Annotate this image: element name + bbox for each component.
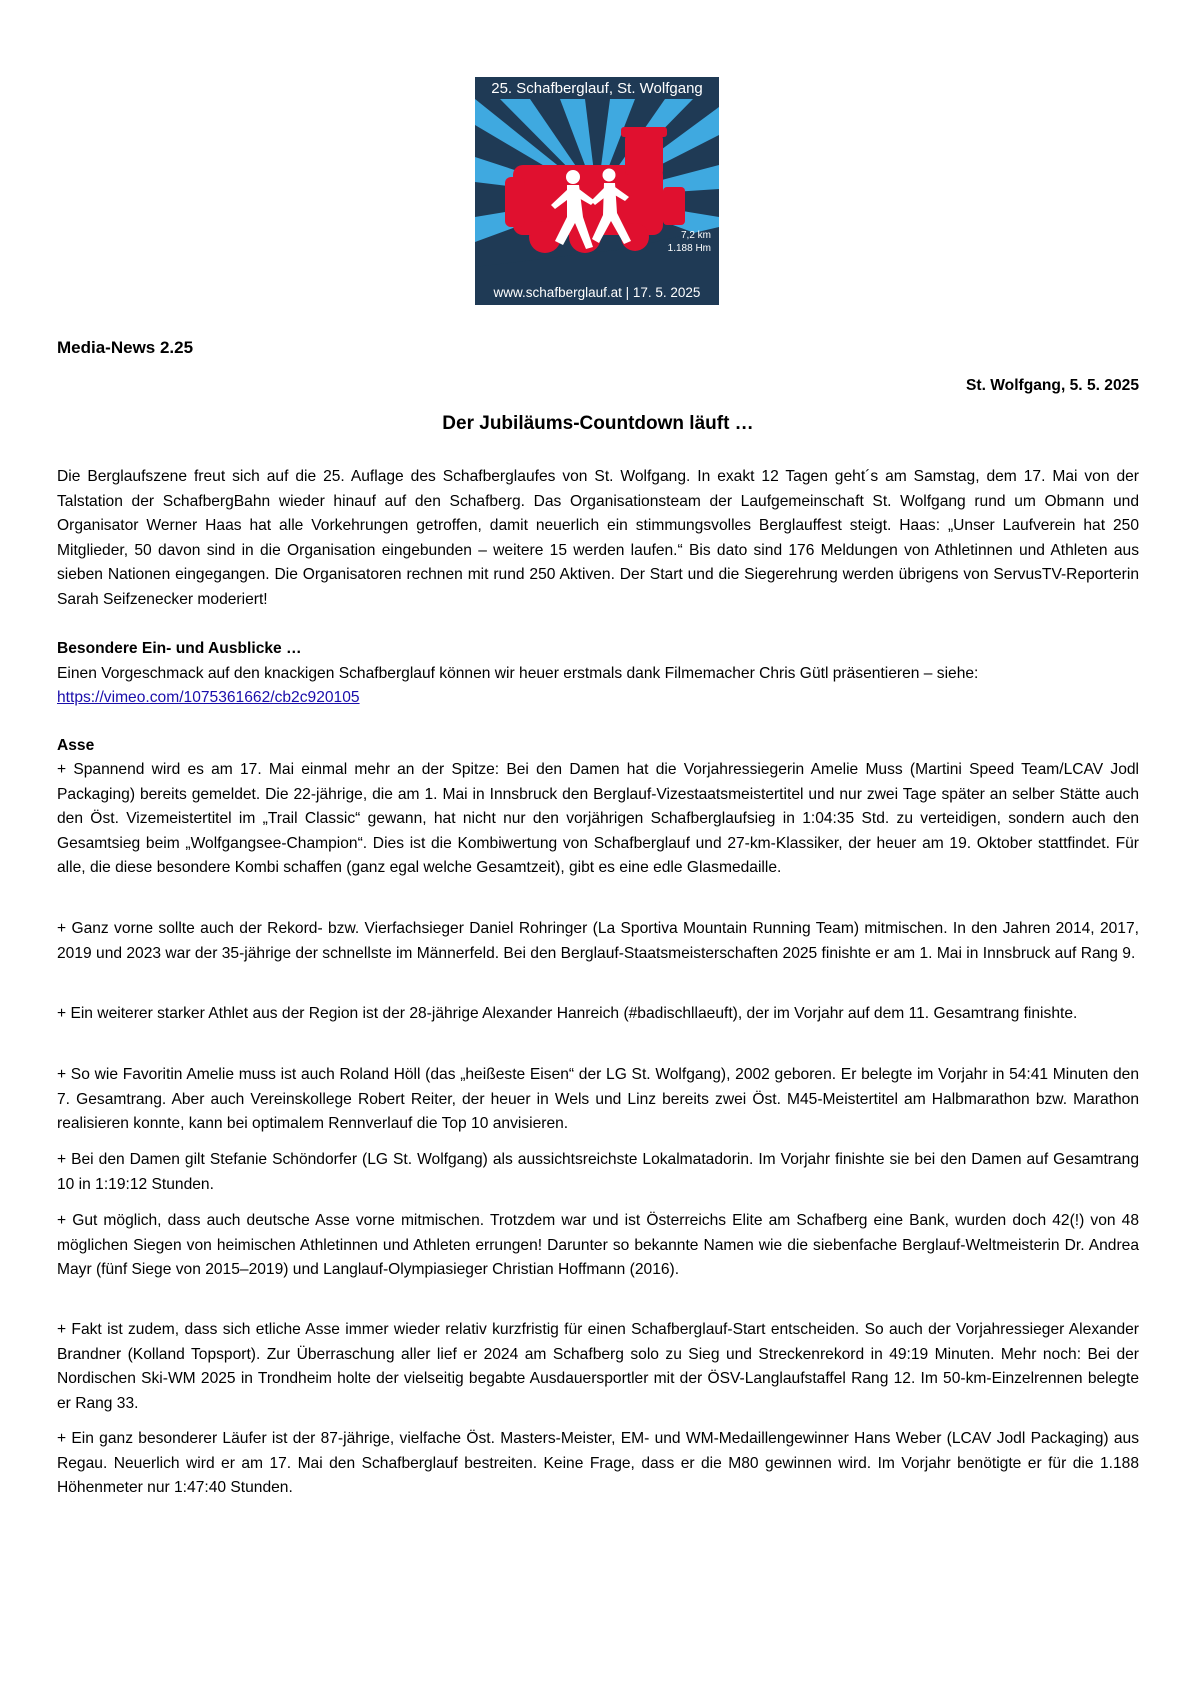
section-heading: Asse	[57, 737, 95, 754]
section-text: Einen Vorgeschmack auf den knackigen Schafberglauf können wir heuer erstmals dank Filmemacher Chris Gütl präsentieren – siehe:	[57, 664, 979, 682]
event-logo	[475, 77, 719, 305]
intro-paragraph: Die Berglaufszene freut sich auf die 25. Auflage des Schafberglaufes von St. Wolfgang. In exakt 12 Tagen geht´s am Samstag, dem 17. Mai von der Talstation der SchafbergBahn wieder hinauf auf den Schafberg. Das Organisationsteam der Laufgemeinschaft St. Wolfgang rund um Obmann und Organisator Werner Haas hat alle Vorkehrungen getroffen, damit neuerlich ein stimmungsvolles Berglauffest steigt. Haas: „Unser Laufverein hat 250 Mitglieder, 50 davon sind in die Organisation eingebunden – weitere 15 werden laufen.“ Bis dato sind 176 Meldungen von Athletinnen und Athleten aus sieben Nationen eingegangen. Die Organisatoren rechnen mit rund 250 Aktiven. Der Start und die Siegerehrung werden übrigens von ServusTV-Reporterin Sarah Seifzenecker moderiert!	[57, 468, 1139, 608]
asse-paragraph-4: + So wie Favoritin Amelie muss ist auch Roland Höll (das „heißeste Eisen“ der LG St. Wolfgang), 2002 geboren. Er belegte im Vorjahr in 54:41 Minuten den 7. Gesamtrang. Aber auch Vereinskollege Robert Reiter, der heuer in Wels und Linz bereits zwei Öst. M45-Meistertitel am Halbmarathon bzw. Marathon realisieren konnte, kann bei optimalem Rennverlauf die Top 10 anvisieren.	[57, 1066, 1139, 1133]
asse-paragraph-3: + Ein weiterer starker Athlet aus der Region ist der 28-jährige Alexander Hanreich (#badischllaeuft), der im Vorjahr auf dem 11. Gesamtrang finishte.	[57, 1005, 1078, 1022]
asse-paragraph-2: + Ganz vorne sollte auch der Rekord- bzw. Vierfachsieger Daniel Rohringer (La Sportiva Mountain Running Team) mitmischen. In den Jahren 2014, 2017, 2019 und 2023 war der 35-jährige der schnellste im Männerfeld. Bei den Berglauf-Staatsmeisterschaften 2025 finishte er am 1. Mai in Innsbruck auf Rang 9.	[57, 920, 1139, 962]
logo-elevation: 1.188 Hm	[667, 243, 711, 254]
media-news-label: Media-News 2.25	[57, 338, 194, 357]
logo-distance: 7,2 km	[680, 230, 711, 241]
dateline: St. Wolfgang, 5. 5. 2025	[965, 377, 1139, 394]
video-link[interactable]: https://vimeo.com/1075361662/cb2c920105	[57, 689, 360, 707]
section-asse	[57, 734, 1139, 759]
logo-artwork	[475, 77, 719, 305]
asse-paragraph-1: + Spannend wird es am 17. Mai einmal mehr an der Spitze: Bei den Damen hat die Vorjahressiegerin Amelie Muss (Martini Speed Team/LCAV Jodl Packaging) bereits gemeldet. Die 22-jährige, die am 1. Mai in Innsbruck den Berglauf-Vizestaatsmeistertitel und nur zwei Tage später an selber Stätte auch den Öst. Vizemeistertitel im „Trail Classic“ gewann, hat nicht nur den vorjährigen Schafberglaufsieg in 1:04:35 Std. zu verteidigen, sondern auch den Gesamtsieg beim „Wolfgangsee-Champion“. Dies ist die Kombiwertung von Schafberglauf und 27-km-Klassiker, der heuer am 19. Oktober stattfindet. Für alle, die diese besondere Kombi schaffen (ganz egal welche Gesamtzeit), gibt es eine edle Glasmedaille.	[57, 761, 1139, 877]
logo-footer: www.schafberglauf.at | 17. 5. 2025	[493, 285, 701, 300]
section-heading: Besondere Ein- und Ausblicke …	[57, 640, 302, 657]
asse-paragraph-5: + Bei den Damen gilt Stefanie Schöndorfer (LG St. Wolfgang) als aussichtsreichste Lokalmatadorin. Im Vorjahr finishte sie bei den Damen auf Gesamtrang 10 in 1:19:12 Stunden.	[57, 1151, 1139, 1193]
logo-distance-info	[668, 229, 711, 255]
section-ein-ausblicke	[57, 637, 1139, 711]
logo-title: 25. Schafberglauf, St. Wolfgang	[491, 80, 703, 97]
asse-paragraph-7: + Fakt ist zudem, dass sich etliche Asse immer wieder relativ kurzfristig für einen Schafberglauf-Start entscheiden. So auch der Vorjahressieger Alexander Brandner (Kolland Topsport). Zur Überraschung aller lief er 2024 am Schafberg solo zu Sieg und Streckenrekord in 49:19 Minuten. Mehr noch: Bei der Nordischen Ski-WM 2025 in Trondheim holte der vielseitig begabte Ausdauersportler mit der ÖSV-Langlaufstaffel Rang 12. Im 50-km-Einzelrennen belegte er Rang 33.	[57, 1321, 1139, 1412]
asse-paragraph-6: + Gut möglich, dass auch deutsche Asse vorne mitmischen. Trotzdem war und ist Österreichs Elite am Schafberg eine Bank, wurden doch 42(!) von 48 möglichen Siegen von heimischen Athletinnen und Athleten errungen! Darunter so bekannte Namen wie die siebenfache Berglauf-Weltmeisterin Dr. Andrea Mayr (fünf Siege von 2015–2019) und Langlauf-Olympiasieger Christian Hoffmann (2016).	[57, 1212, 1139, 1279]
headline: Der Jubiläums-Countdown läuft …	[442, 413, 754, 434]
asse-paragraph-8: + Ein ganz besonderer Läufer ist der 87-jährige, vielfache Öst. Masters-Meister, EM- und WM-Medaillengewinner Hans Weber (LCAV Jodl Packaging) aus Regau. Neuerlich wird er am 17. Mai den Schafberglauf bestreiten. Keine Frage, dass er die M80 gewinnen wird. Im Vorjahr benötigte er für die 1.188 Höhenmeter nur 1:47:40 Stunden.	[57, 1430, 1139, 1497]
